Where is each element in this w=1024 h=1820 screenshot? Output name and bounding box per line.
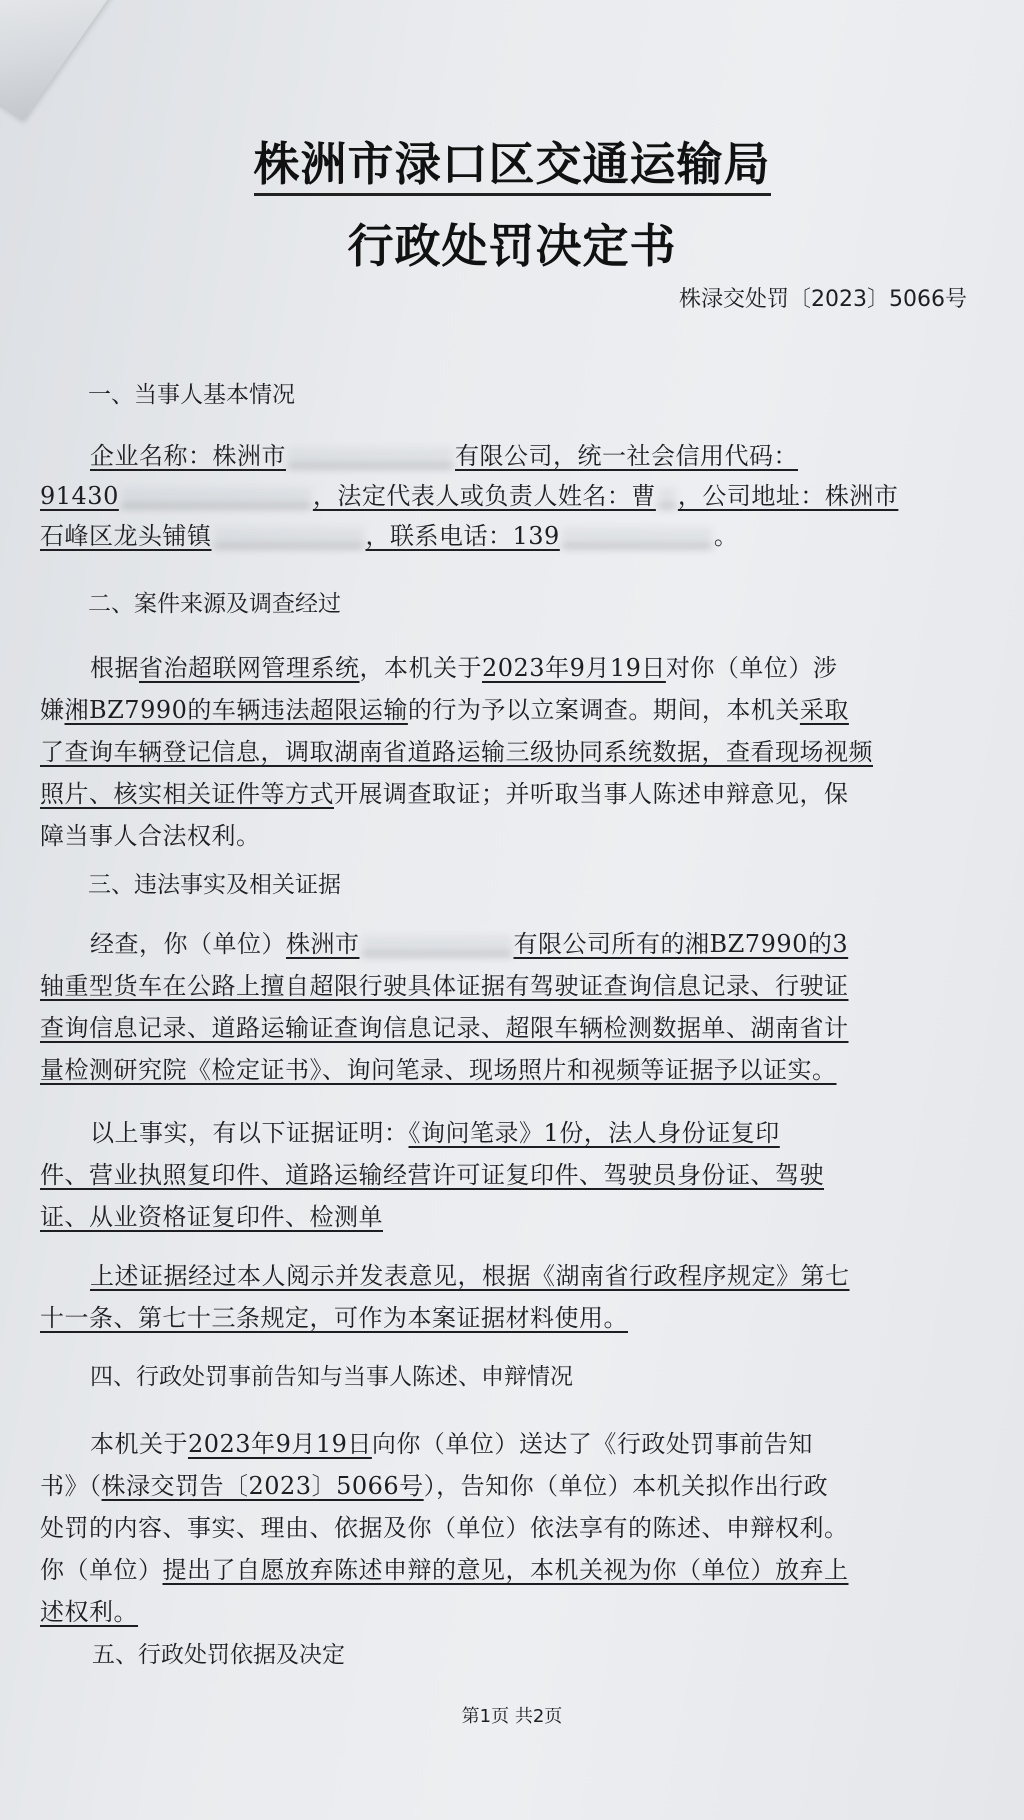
section-4-line-4: 你（单位）提出了自愿放弃陈述申辩的意见，本机关视为你（单位）放弃上 bbox=[40, 1556, 849, 1584]
section-2-line-4: 照片、核实相关证件等方式开展调查取证；并听取当事人陈述申辩意见，保 bbox=[40, 780, 849, 808]
section-3-line-1: 经查，你（单位）株洲市 有限公司所有的湘BZ7990的3 bbox=[90, 930, 849, 958]
section-5-heading: 五、行政处罚依据及决定 bbox=[92, 1642, 345, 1668]
evidence-line-2: 件、营业执照复印件、道路运输经营许可证复印件、驾驶员身份证、驾驶 bbox=[40, 1161, 824, 1189]
issuing-authority-title: 株洲市渌口区交通运输局 bbox=[0, 128, 1024, 194]
section-1-line-2: 91430 ，法定代表人或负责人姓名：曹 ，公司地址：株洲市 bbox=[40, 482, 899, 510]
section-2-line-3: 了查询车辆登记信息，调取湖南省道路运输三级协同系统数据，查看现场视频 bbox=[40, 738, 873, 766]
section-4-line-3: 处罚的内容、事实、理由、依据及你（单位）依法享有的陈述、申辩权利。 bbox=[40, 1514, 849, 1542]
section-3-line-3: 查询信息记录、道路运输证查询信息记录、超限车辆检测数据单、湖南省计 bbox=[40, 1014, 849, 1042]
redacted-address bbox=[214, 528, 364, 547]
page-number: 第1页 共2页 bbox=[461, 1706, 563, 1727]
document-number: 株渌交处罚〔2023〕5066号 bbox=[679, 287, 967, 312]
section-2-line-2: 嫌湘BZ7990的车辆违法超限运输的行为予以立案调查。期间，本机关采取 bbox=[40, 696, 849, 724]
section-3-heading: 三、违法事实及相关证据 bbox=[88, 872, 341, 898]
evidence-use-line-2: 十一条、第七十三条规定，可作为本案证据材料使用。 bbox=[40, 1304, 628, 1332]
evidence-use-line-1: 上述证据经过本人阅示并发表意见，根据《湖南省行政程序规定》第七 bbox=[90, 1262, 850, 1290]
section-2-heading: 二、案件来源及调查经过 bbox=[88, 591, 341, 617]
redacted-company-name bbox=[362, 936, 512, 955]
section-1-line-1: 企业名称：株洲市 有限公司，统一社会信用代码： bbox=[90, 442, 798, 470]
section-4-line-2: 书》（株渌交罚告〔2023〕5066号），告知你（单位）本机关拟作出行政 bbox=[40, 1472, 829, 1500]
section-2-line-1: 根据省治超联网管理系统，本机关于2023年9月19日对你（单位）涉 bbox=[90, 654, 838, 682]
document-title: 行政处罚决定书 bbox=[347, 219, 677, 273]
redacted-company-name bbox=[288, 448, 453, 467]
redacted-representative-name bbox=[658, 488, 676, 507]
evidence-line-3: 证、从业资格证复印件、检测单 bbox=[40, 1203, 383, 1231]
section-1-heading: 一、当事人基本情况 bbox=[88, 382, 295, 408]
redacted-credit-code bbox=[121, 488, 311, 507]
section-4-line-1: 本机关于2023年9月19日向你（单位）送达了《行政处罚事前告知 bbox=[90, 1430, 813, 1458]
folded-corner bbox=[0, 0, 115, 120]
section-4-heading: 四、行政处罚事前告知与当事人陈述、申辩情况 bbox=[90, 1364, 573, 1390]
section-3-line-4: 量检测研究院《检定证书》、询问笔录、现场照片和视频等证据予以证实。 bbox=[40, 1056, 837, 1084]
section-2-line-5: 障当事人合法权利。 bbox=[40, 822, 261, 850]
section-3-line-2: 轴重型货车在公路上擅自超限行驶具体证据有驾驶证查询信息记录、行驶证 bbox=[40, 972, 849, 1000]
evidence-line-1: 以上事实，有以下证据证明：《询问笔录》1份，法人身份证复印 bbox=[90, 1119, 780, 1147]
section-1-line-3: 石峰区龙头铺镇 ，联系电话：139 。 bbox=[40, 522, 739, 550]
section-4-line-5: 述权利。 bbox=[40, 1598, 138, 1626]
redacted-phone bbox=[562, 528, 712, 547]
